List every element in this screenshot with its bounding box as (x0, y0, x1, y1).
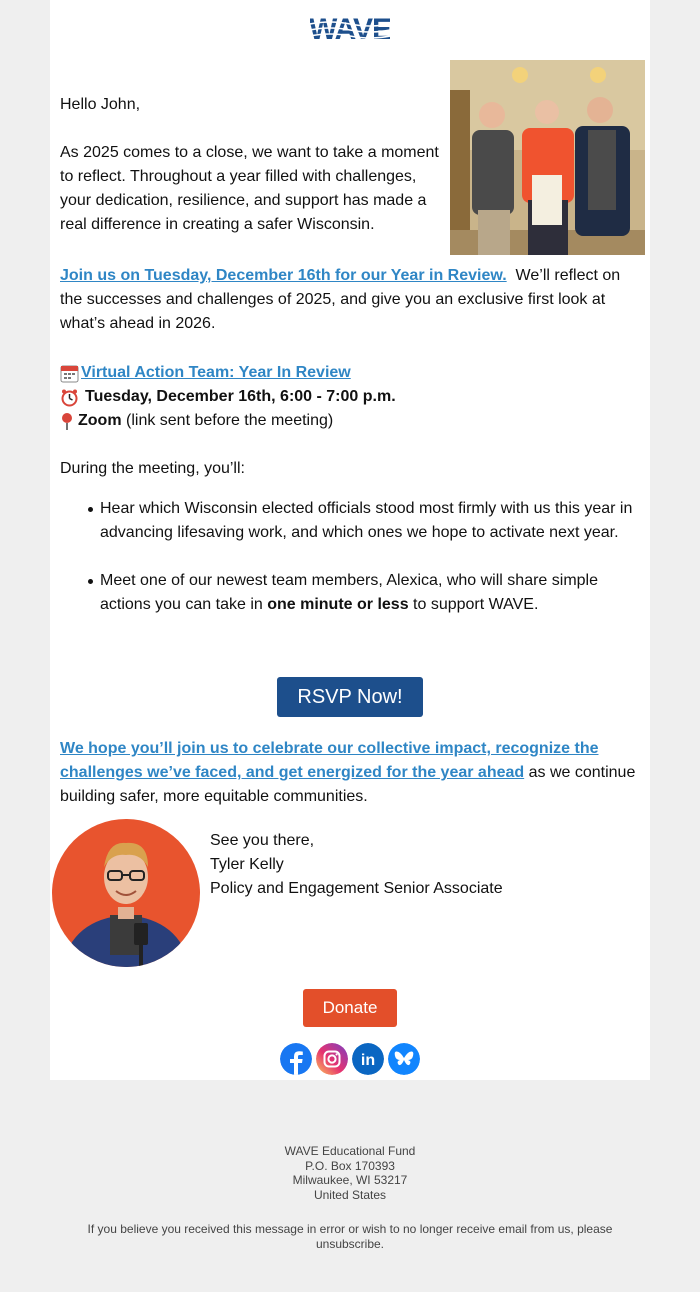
event-datetime: Tuesday, December 16th, 6:00 - 7:00 p.m. (85, 388, 396, 405)
alarm-clock-icon (60, 388, 79, 407)
signature (210, 829, 503, 901)
event-title-link[interactable]: Virtual Action Team: Year In Review (81, 364, 351, 381)
footer-country: United States (313, 1187, 387, 1202)
svg-text:in: in (360, 1052, 376, 1069)
list-item-text-end: to support WAVE. (408, 596, 539, 613)
footer-org: WAVE Educational Fund (284, 1144, 416, 1158)
event-location-note: (link sent before the meeting) (126, 412, 334, 429)
donate-button[interactable]: Donate (303, 989, 397, 1027)
rsvp-button[interactable]: RSVP Now! (277, 677, 423, 717)
instagram-icon[interactable] (316, 1043, 348, 1075)
footer-city: Milwaukee, WI 53217 (292, 1173, 408, 1187)
footer-address (0, 1144, 700, 1202)
linkedin-icon[interactable] (352, 1043, 384, 1075)
signature-name: Tyler Kelly (210, 856, 284, 873)
greeting: Hello John, (60, 96, 141, 113)
team-photo (450, 60, 645, 255)
closing-paragraph (60, 737, 645, 809)
event-location: Zoom (78, 412, 122, 429)
footer-unsubscribe[interactable]: If you believe you received this message in error or wish to no longer receive email from us, please unsubscribe. (87, 1222, 613, 1251)
invite-body: We’ll reflect on the successes and challenges of 2025, and give you an exclusive first look at what’s ahead in 2026. (60, 267, 621, 332)
agenda-list (100, 497, 640, 545)
list-item-bold: one minute or less (267, 596, 409, 613)
event-details (60, 361, 396, 433)
meeting-intro: During the meeting, you’ll: (60, 460, 245, 477)
pushpin-icon (60, 412, 74, 431)
calendar-icon (60, 364, 79, 383)
signature-title: Policy and Engagement Senior Associate (210, 880, 503, 897)
avatar (52, 819, 200, 967)
intro-paragraph: As 2025 comes to a close, we want to take a moment to reflect. Throughout a year filled with challenges, your dedication, resilience, and support has made a real difference in creating a safer Wisconsin. (60, 144, 439, 233)
signature-line: See you there, (210, 832, 315, 849)
closing-rest: as we continue building safer, more equitable communities. (60, 764, 636, 805)
invite-paragraph (60, 264, 640, 336)
invite-link[interactable]: Join us on Tuesday, December 16th for our Year in Review. (60, 267, 507, 284)
email-card (50, 0, 650, 1080)
list-item-text: Meet one of our newest team members, Alexica, who will share simple actions you can take in (100, 572, 598, 613)
wave-logo[interactable] (310, 12, 390, 44)
bluesky-icon[interactable] (388, 1043, 420, 1075)
footer-po: P.O. Box 170393 (305, 1158, 395, 1173)
closing-link[interactable]: We hope you’ll join us to celebrate our collective impact, recognize the challenges we’ve faced, and get energized for the year ahead (60, 740, 599, 781)
list-item: Hear which Wisconsin elected officials stood most firmly with us this year in advancing lifesaving work, and which ones we hope to activate next year. (100, 497, 640, 545)
list-item (100, 569, 640, 617)
facebook-icon[interactable] (280, 1043, 312, 1075)
agenda-list-2 (100, 569, 640, 617)
